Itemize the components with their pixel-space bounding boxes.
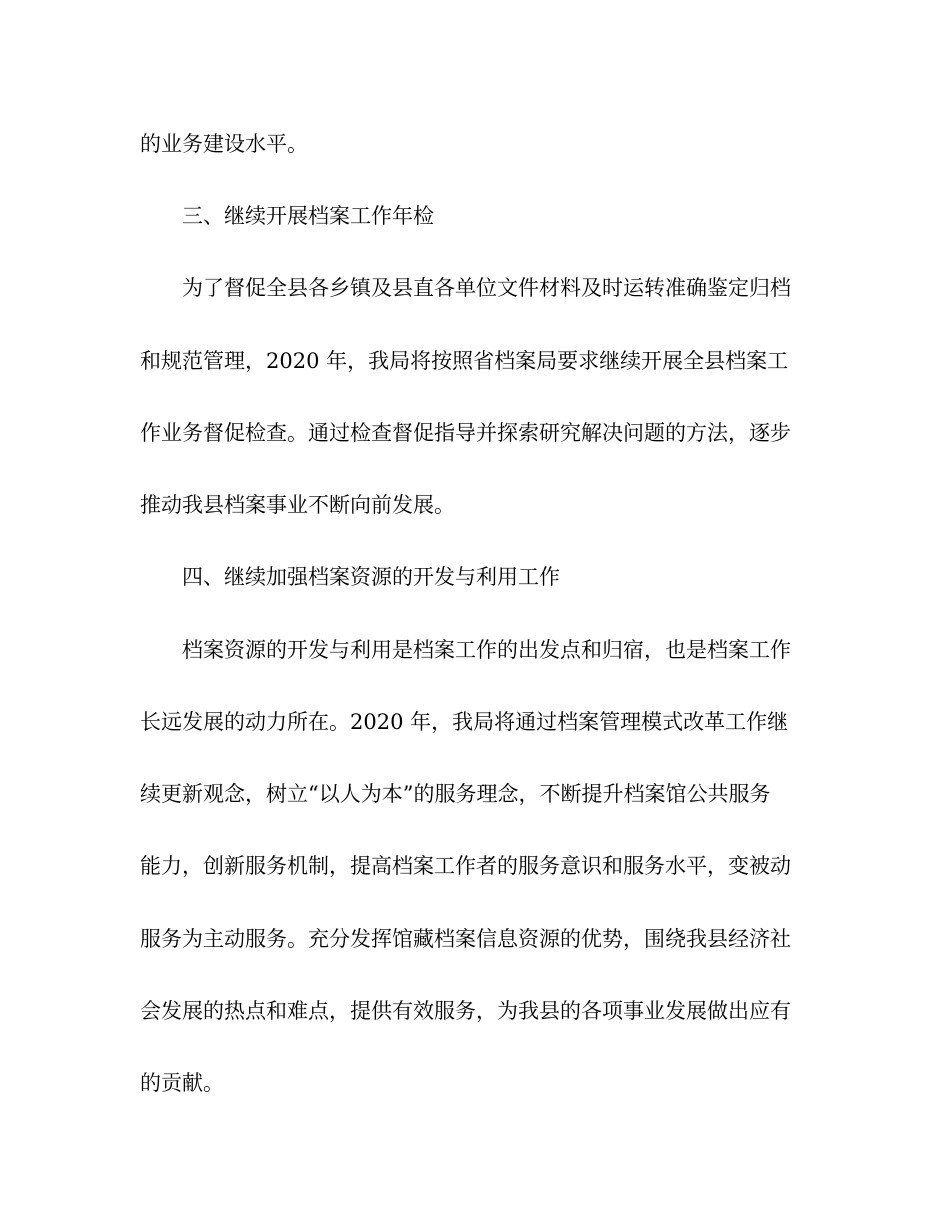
paragraph-line: 推动我县档案事业不断向前发展。 xyxy=(140,493,455,517)
paragraph-line: 长远发展的动力所在。2020 年，我局将通过档案管理模式改革工作继 xyxy=(140,710,789,734)
paragraph-line: 服务为主动服务。充分发挥馆藏档案信息资源的优势，围绕我县经济社 xyxy=(140,927,791,951)
paragraph-line: 的业务建设水平。 xyxy=(140,132,308,156)
paragraph-line: 为了督促全县各乡镇及县直各单位文件材料及时运转准确鉴定归档 xyxy=(182,276,791,300)
paragraph-line: 能力，创新服务机制，提高档案工作者的服务意识和服务水平，变被动 xyxy=(140,854,791,878)
section-heading: 三、继续开展档案工作年检 xyxy=(182,204,434,228)
paragraph-line: 会发展的热点和难点，提供有效服务，为我县的各项事业发展做出应有 xyxy=(140,999,791,1023)
paragraph-line: 档案资源的开发与利用是档案工作的出发点和归宿，也是档案工作 xyxy=(182,638,791,662)
paragraph-line: 作业务督促检查。通过检查督促指导并探索研究解决问题的方法，逐步 xyxy=(140,421,791,445)
paragraph-line: 的贡献。 xyxy=(140,1071,224,1095)
section-heading: 四、继续加强档案资源的开发与利用工作 xyxy=(182,565,560,589)
paragraph-line: 续更新观念，树立“以人为本”的服务理念，不断提升档案馆公共服务 xyxy=(140,782,771,806)
paragraph-line: 和规范管理，2020 年，我局将按照省档案局要求继续开展全县档案工 xyxy=(140,349,789,373)
